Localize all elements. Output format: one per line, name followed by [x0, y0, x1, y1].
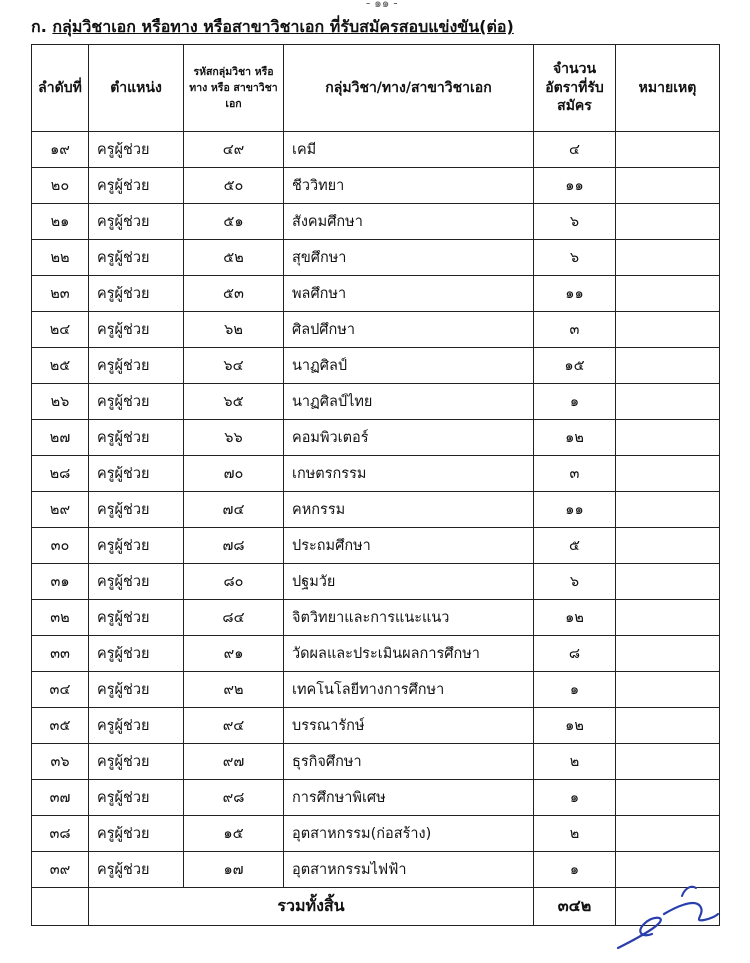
row-note: [616, 204, 720, 240]
table-body: [32, 132, 720, 888]
row-note: [616, 132, 720, 168]
table-row: [32, 708, 720, 744]
row-no: ๓๙: [32, 852, 89, 888]
row-code: ๖๕: [184, 384, 284, 420]
row-count: ๓: [534, 456, 616, 492]
section-heading: [31, 15, 514, 40]
row-subject: ชีววิทยา: [284, 168, 534, 204]
row-count: ๑: [534, 780, 616, 816]
row-count: ๒: [534, 816, 616, 852]
row-position: ครูผู้ช่วย: [89, 312, 184, 348]
row-position: ครูผู้ช่วย: [89, 276, 184, 312]
total-no-cell: [32, 888, 89, 926]
row-subject: ศิลปศึกษา: [284, 312, 534, 348]
row-position: ครูผู้ช่วย: [89, 348, 184, 384]
row-code: ๕๓: [184, 276, 284, 312]
row-subject: สังคมศึกษา: [284, 204, 534, 240]
row-count: ๖: [534, 204, 616, 240]
table-row: [32, 348, 720, 384]
table-row: [32, 564, 720, 600]
row-position: ครูผู้ช่วย: [89, 852, 184, 888]
row-code: ๔๙: [184, 132, 284, 168]
row-code: ๙๗: [184, 744, 284, 780]
row-note: [616, 744, 720, 780]
row-no: ๒๖: [32, 384, 89, 420]
row-no: ๒๕: [32, 348, 89, 384]
row-code: ๗๔: [184, 492, 284, 528]
row-code: ๕๑: [184, 204, 284, 240]
table-row: [32, 132, 720, 168]
row-position: ครูผู้ช่วย: [89, 132, 184, 168]
row-code: ๖๔: [184, 348, 284, 384]
row-note: [616, 708, 720, 744]
row-count: ๑๒: [534, 420, 616, 456]
row-no: ๒๐: [32, 168, 89, 204]
row-note: [616, 312, 720, 348]
row-note: [616, 816, 720, 852]
total-count: ๓๔๒: [534, 888, 616, 926]
row-no: ๒๙: [32, 492, 89, 528]
row-code: ๘๐: [184, 564, 284, 600]
header-position: ตำแหน่ง: [89, 45, 184, 132]
row-count: ๒: [534, 744, 616, 780]
row-position: ครูผู้ช่วย: [89, 420, 184, 456]
row-position: ครูผู้ช่วย: [89, 708, 184, 744]
row-subject: อุตสาหกรรม(ก่อสร้าง): [284, 816, 534, 852]
row-note: [616, 240, 720, 276]
table-row: [32, 492, 720, 528]
row-subject: ปฐมวัย: [284, 564, 534, 600]
table-row: [32, 240, 720, 276]
row-no: ๓๕: [32, 708, 89, 744]
row-subject: วัดผลและประเมินผลการศึกษา: [284, 636, 534, 672]
row-note: [616, 672, 720, 708]
row-subject: คอมพิวเตอร์: [284, 420, 534, 456]
row-subject: จิตวิทยาและการแนะแนว: [284, 600, 534, 636]
row-note: [616, 492, 720, 528]
row-count: ๑๑: [534, 276, 616, 312]
row-subject: คหกรรม: [284, 492, 534, 528]
row-position: ครูผู้ช่วย: [89, 780, 184, 816]
heading-prefix: ก.: [31, 17, 47, 36]
table-row: [32, 816, 720, 852]
row-subject: ประถมศึกษา: [284, 528, 534, 564]
header-count: จำนวนอัตราที่รับสมัคร: [534, 45, 616, 132]
row-no: ๒๓: [32, 276, 89, 312]
header-no: ลำดับที่: [32, 45, 89, 132]
row-code: ๙๑: [184, 636, 284, 672]
row-count: ๓: [534, 312, 616, 348]
row-count: ๑: [534, 852, 616, 888]
row-code: ๙๔: [184, 708, 284, 744]
row-code: ๑๕: [184, 816, 284, 852]
row-subject: เกษตรกรรม: [284, 456, 534, 492]
row-no: ๒๒: [32, 240, 89, 276]
row-note: [616, 528, 720, 564]
row-code: ๗๐: [184, 456, 284, 492]
row-subject: การศึกษาพิเศษ: [284, 780, 534, 816]
row-code: ๙๒: [184, 672, 284, 708]
row-no: ๓๑: [32, 564, 89, 600]
row-position: ครูผู้ช่วย: [89, 564, 184, 600]
row-no: ๓๘: [32, 816, 89, 852]
row-subject: อุตสาหกรรมไฟฟ้า: [284, 852, 534, 888]
row-no: ๓๗: [32, 780, 89, 816]
row-subject: สุขศึกษา: [284, 240, 534, 276]
row-position: ครูผู้ช่วย: [89, 816, 184, 852]
table-row: [32, 384, 720, 420]
row-note: [616, 636, 720, 672]
row-code: ๕๒: [184, 240, 284, 276]
table-row: [32, 168, 720, 204]
table-header-row: [32, 45, 720, 132]
row-count: ๕: [534, 528, 616, 564]
row-count: ๑๑: [534, 492, 616, 528]
row-note: [616, 420, 720, 456]
table-row: [32, 420, 720, 456]
heading-title: กลุ่มวิชาเอก หรือทาง หรือสาขาวิชาเอก ที่รับสมัครสอบแข่งขัน(ต่อ): [52, 17, 514, 36]
row-subject: พลศึกษา: [284, 276, 534, 312]
row-position: ครูผู้ช่วย: [89, 600, 184, 636]
header-note: หมายเหตุ: [616, 45, 720, 132]
row-count: ๑๒: [534, 600, 616, 636]
row-position: ครูผู้ช่วย: [89, 384, 184, 420]
row-note: [616, 780, 720, 816]
row-subject: เทคโนโลยีทางการศึกษา: [284, 672, 534, 708]
row-position: ครูผู้ช่วย: [89, 528, 184, 564]
row-note: [616, 276, 720, 312]
table-row: [32, 600, 720, 636]
table-row: [32, 744, 720, 780]
row-position: ครูผู้ช่วย: [89, 636, 184, 672]
row-note: [616, 456, 720, 492]
row-count: ๑๒: [534, 708, 616, 744]
row-no: ๒๘: [32, 456, 89, 492]
row-no: ๓๐: [32, 528, 89, 564]
table-row: [32, 276, 720, 312]
row-note: [616, 168, 720, 204]
row-subject: ธุรกิจศึกษา: [284, 744, 534, 780]
row-count: ๖: [534, 564, 616, 600]
header-subject: กลุ่มวิชา/ทาง/สาขาวิชาเอก: [284, 45, 534, 132]
page-number: - ๑๑ -: [366, 0, 398, 10]
table-row: [32, 780, 720, 816]
row-no: ๑๙: [32, 132, 89, 168]
table-row: [32, 456, 720, 492]
table-row: [32, 204, 720, 240]
row-count: ๖: [534, 240, 616, 276]
row-subject: เคมี: [284, 132, 534, 168]
row-note: [616, 384, 720, 420]
row-code: ๑๗: [184, 852, 284, 888]
row-code: ๘๔: [184, 600, 284, 636]
row-code: ๙๘: [184, 780, 284, 816]
row-code: ๖๖: [184, 420, 284, 456]
handwritten-signature: [612, 878, 722, 958]
row-position: ครูผู้ช่วย: [89, 456, 184, 492]
row-position: ครูผู้ช่วย: [89, 168, 184, 204]
row-subject: บรรณารักษ์: [284, 708, 534, 744]
row-position: ครูผู้ช่วย: [89, 672, 184, 708]
table-row: [32, 672, 720, 708]
row-subject: นาฏศิลป์ไทย: [284, 384, 534, 420]
row-count: ๑: [534, 384, 616, 420]
row-no: ๒๔: [32, 312, 89, 348]
row-position: ครูผู้ช่วย: [89, 492, 184, 528]
row-no: ๒๑: [32, 204, 89, 240]
header-code: รหัสกลุ่มวิชา หรือทาง หรือ สาขาวิชาเอก: [184, 45, 284, 132]
row-code: ๖๒: [184, 312, 284, 348]
row-count: ๑: [534, 672, 616, 708]
row-code: ๗๘: [184, 528, 284, 564]
row-no: ๓๖: [32, 744, 89, 780]
row-subject: นาฏศิลป์: [284, 348, 534, 384]
row-count: ๔: [534, 132, 616, 168]
row-position: ครูผู้ช่วย: [89, 204, 184, 240]
row-position: ครูผู้ช่วย: [89, 240, 184, 276]
row-no: ๓๒: [32, 600, 89, 636]
row-code: ๕๐: [184, 168, 284, 204]
row-position: ครูผู้ช่วย: [89, 744, 184, 780]
row-count: ๘: [534, 636, 616, 672]
row-no: ๓๔: [32, 672, 89, 708]
row-no: ๓๓: [32, 636, 89, 672]
row-count: ๑๑: [534, 168, 616, 204]
table-row: [32, 528, 720, 564]
total-label: รวมทั้งสิ้น: [89, 888, 534, 926]
row-no: ๒๗: [32, 420, 89, 456]
table-row: [32, 312, 720, 348]
positions-table: [31, 44, 720, 926]
row-note: [616, 348, 720, 384]
row-note: [616, 600, 720, 636]
row-count: ๑๕: [534, 348, 616, 384]
table-row: [32, 636, 720, 672]
row-note: [616, 564, 720, 600]
